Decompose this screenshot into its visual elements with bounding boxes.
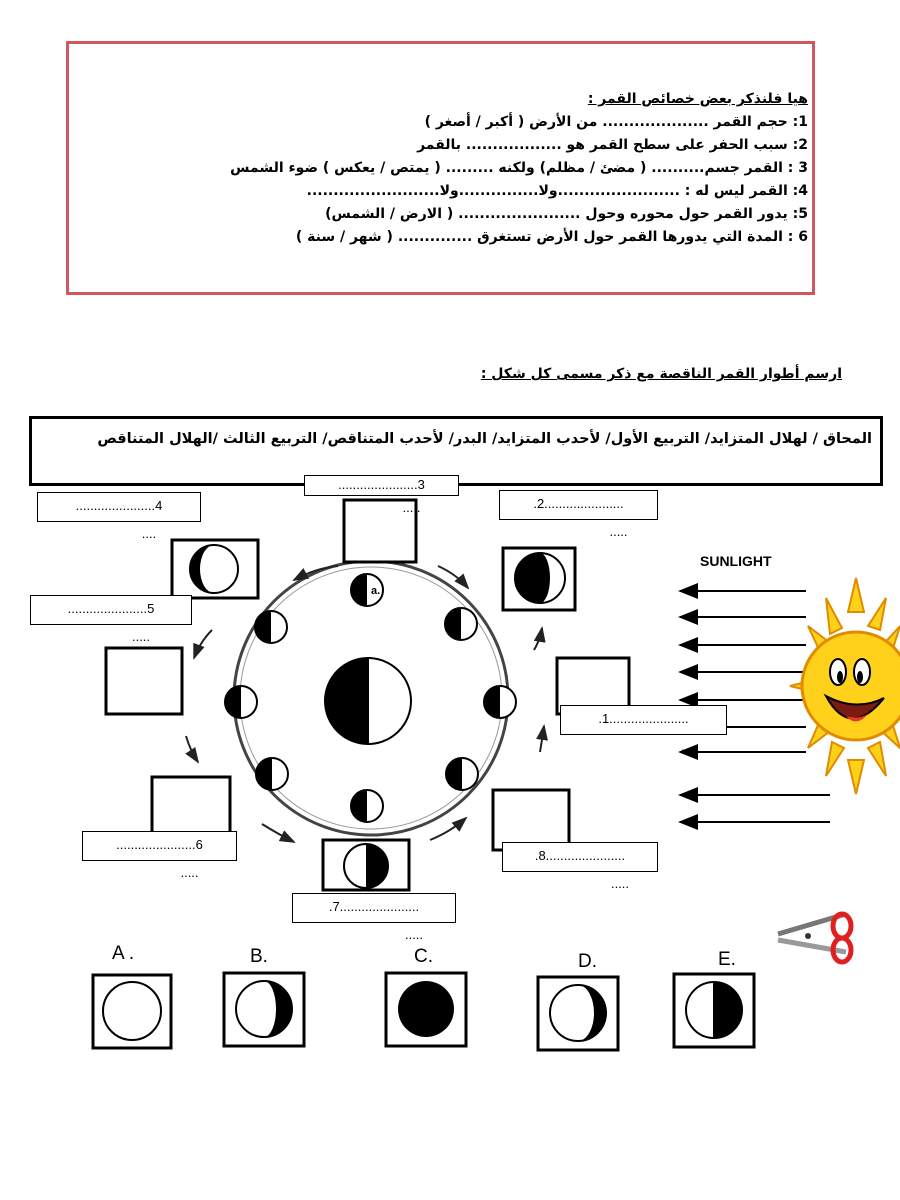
property-line-3: 3 : القمر جسم.......... ( مضئ / مظلم) ولكنه ......... ( يمتص / يعكس ) ضوء الشمس bbox=[230, 160, 808, 176]
answer-label-5[interactable]: ......................5 ..... bbox=[30, 595, 192, 625]
property-line-5: 5: يدور القمر حول محوره وحول ....................... ( الارض / الشمس) bbox=[325, 206, 808, 222]
orbit-moon-icon bbox=[445, 608, 477, 640]
option-c-label: C. bbox=[414, 946, 433, 967]
option-c-new-moon bbox=[386, 973, 466, 1046]
answer-label-6[interactable]: ......................6 ..... bbox=[82, 831, 237, 861]
orbit-moon-icon bbox=[484, 686, 516, 718]
orbit-arrow-icon bbox=[430, 818, 466, 840]
smiling-sun-icon bbox=[790, 578, 900, 794]
orbit-moon-icon bbox=[351, 790, 383, 822]
marker-a-label: a. bbox=[371, 585, 381, 597]
option-e-label: E. bbox=[718, 949, 736, 970]
property-line-1: 1: حجم القمر .................... من الأرض ( أكبر / أصغر ) bbox=[424, 114, 808, 130]
property-line-2: 2: سبب الحفر على سطح القمر هو .................. بالقمر bbox=[417, 137, 808, 153]
option-a-full-moon bbox=[93, 975, 171, 1048]
orbit-arrow-icon bbox=[186, 736, 198, 762]
phase-box-8-empty bbox=[493, 790, 569, 850]
orbit-moon-icon bbox=[225, 686, 257, 718]
answer-label-3[interactable]: ......................3 ..... bbox=[304, 475, 459, 496]
orbit-arrow-icon bbox=[540, 726, 544, 752]
scissors-icon bbox=[778, 914, 851, 962]
answer-label-7[interactable]: .7...................... ..... bbox=[292, 893, 456, 923]
phase-box-5-empty bbox=[106, 648, 182, 714]
orbit-moon-icon bbox=[255, 611, 287, 643]
orbit-arrow-icon bbox=[438, 566, 468, 588]
option-d-crescent bbox=[538, 977, 618, 1050]
phase-box-7-half bbox=[323, 840, 409, 890]
phase-box-6-empty bbox=[152, 777, 230, 833]
option-a-label: A . bbox=[112, 943, 135, 964]
orbit-moon-icon bbox=[446, 758, 478, 790]
phase-box-2-waning-gibbous bbox=[503, 548, 575, 610]
property-line-6: 6 : المدة التي يدورها القمر حول الأرض تستغرق .............. ( شهر / سنة ) bbox=[295, 229, 808, 245]
option-b-label: B. bbox=[250, 946, 268, 967]
earth-half-lit-icon bbox=[325, 658, 411, 744]
answer-label-4[interactable]: ......................4 .... bbox=[37, 492, 201, 522]
option-d-label: D. bbox=[578, 951, 597, 972]
option-b-gibbous bbox=[224, 973, 304, 1046]
phases-heading: ارسم أطوار القمر الناقصة مع ذكر مسمى كل شكل : bbox=[480, 366, 842, 382]
property-line-4: 4: القمر ليس له : .......................ولا...............ولا......................... bbox=[306, 183, 808, 199]
orbit-moon-icon bbox=[256, 758, 288, 790]
option-e-quarter bbox=[674, 974, 754, 1047]
answer-label-8[interactable]: .8...................... ..... bbox=[502, 842, 658, 872]
answer-label-2[interactable]: .2...................... ..... bbox=[499, 490, 658, 520]
properties-title: هيا فلنذكر بعض خصائص القمر : bbox=[587, 91, 808, 107]
orbit-arrow-icon bbox=[194, 630, 212, 658]
word-bank: المحاق / لهلال المتزايد/ التربيع الأول/ لأحدب المتزايد/ البدر/ لأحدب المتناقص/ التربيع الثالث /الهلال المتناقص bbox=[29, 416, 883, 486]
answer-label-1[interactable]: .1...................... .... bbox=[560, 705, 727, 735]
orbit-arrow-icon bbox=[534, 628, 542, 650]
sunlight-label: SUNLIGHT bbox=[700, 553, 772, 569]
orbit-arrow-icon bbox=[262, 824, 294, 842]
phase-box-4-crescent bbox=[172, 540, 258, 598]
